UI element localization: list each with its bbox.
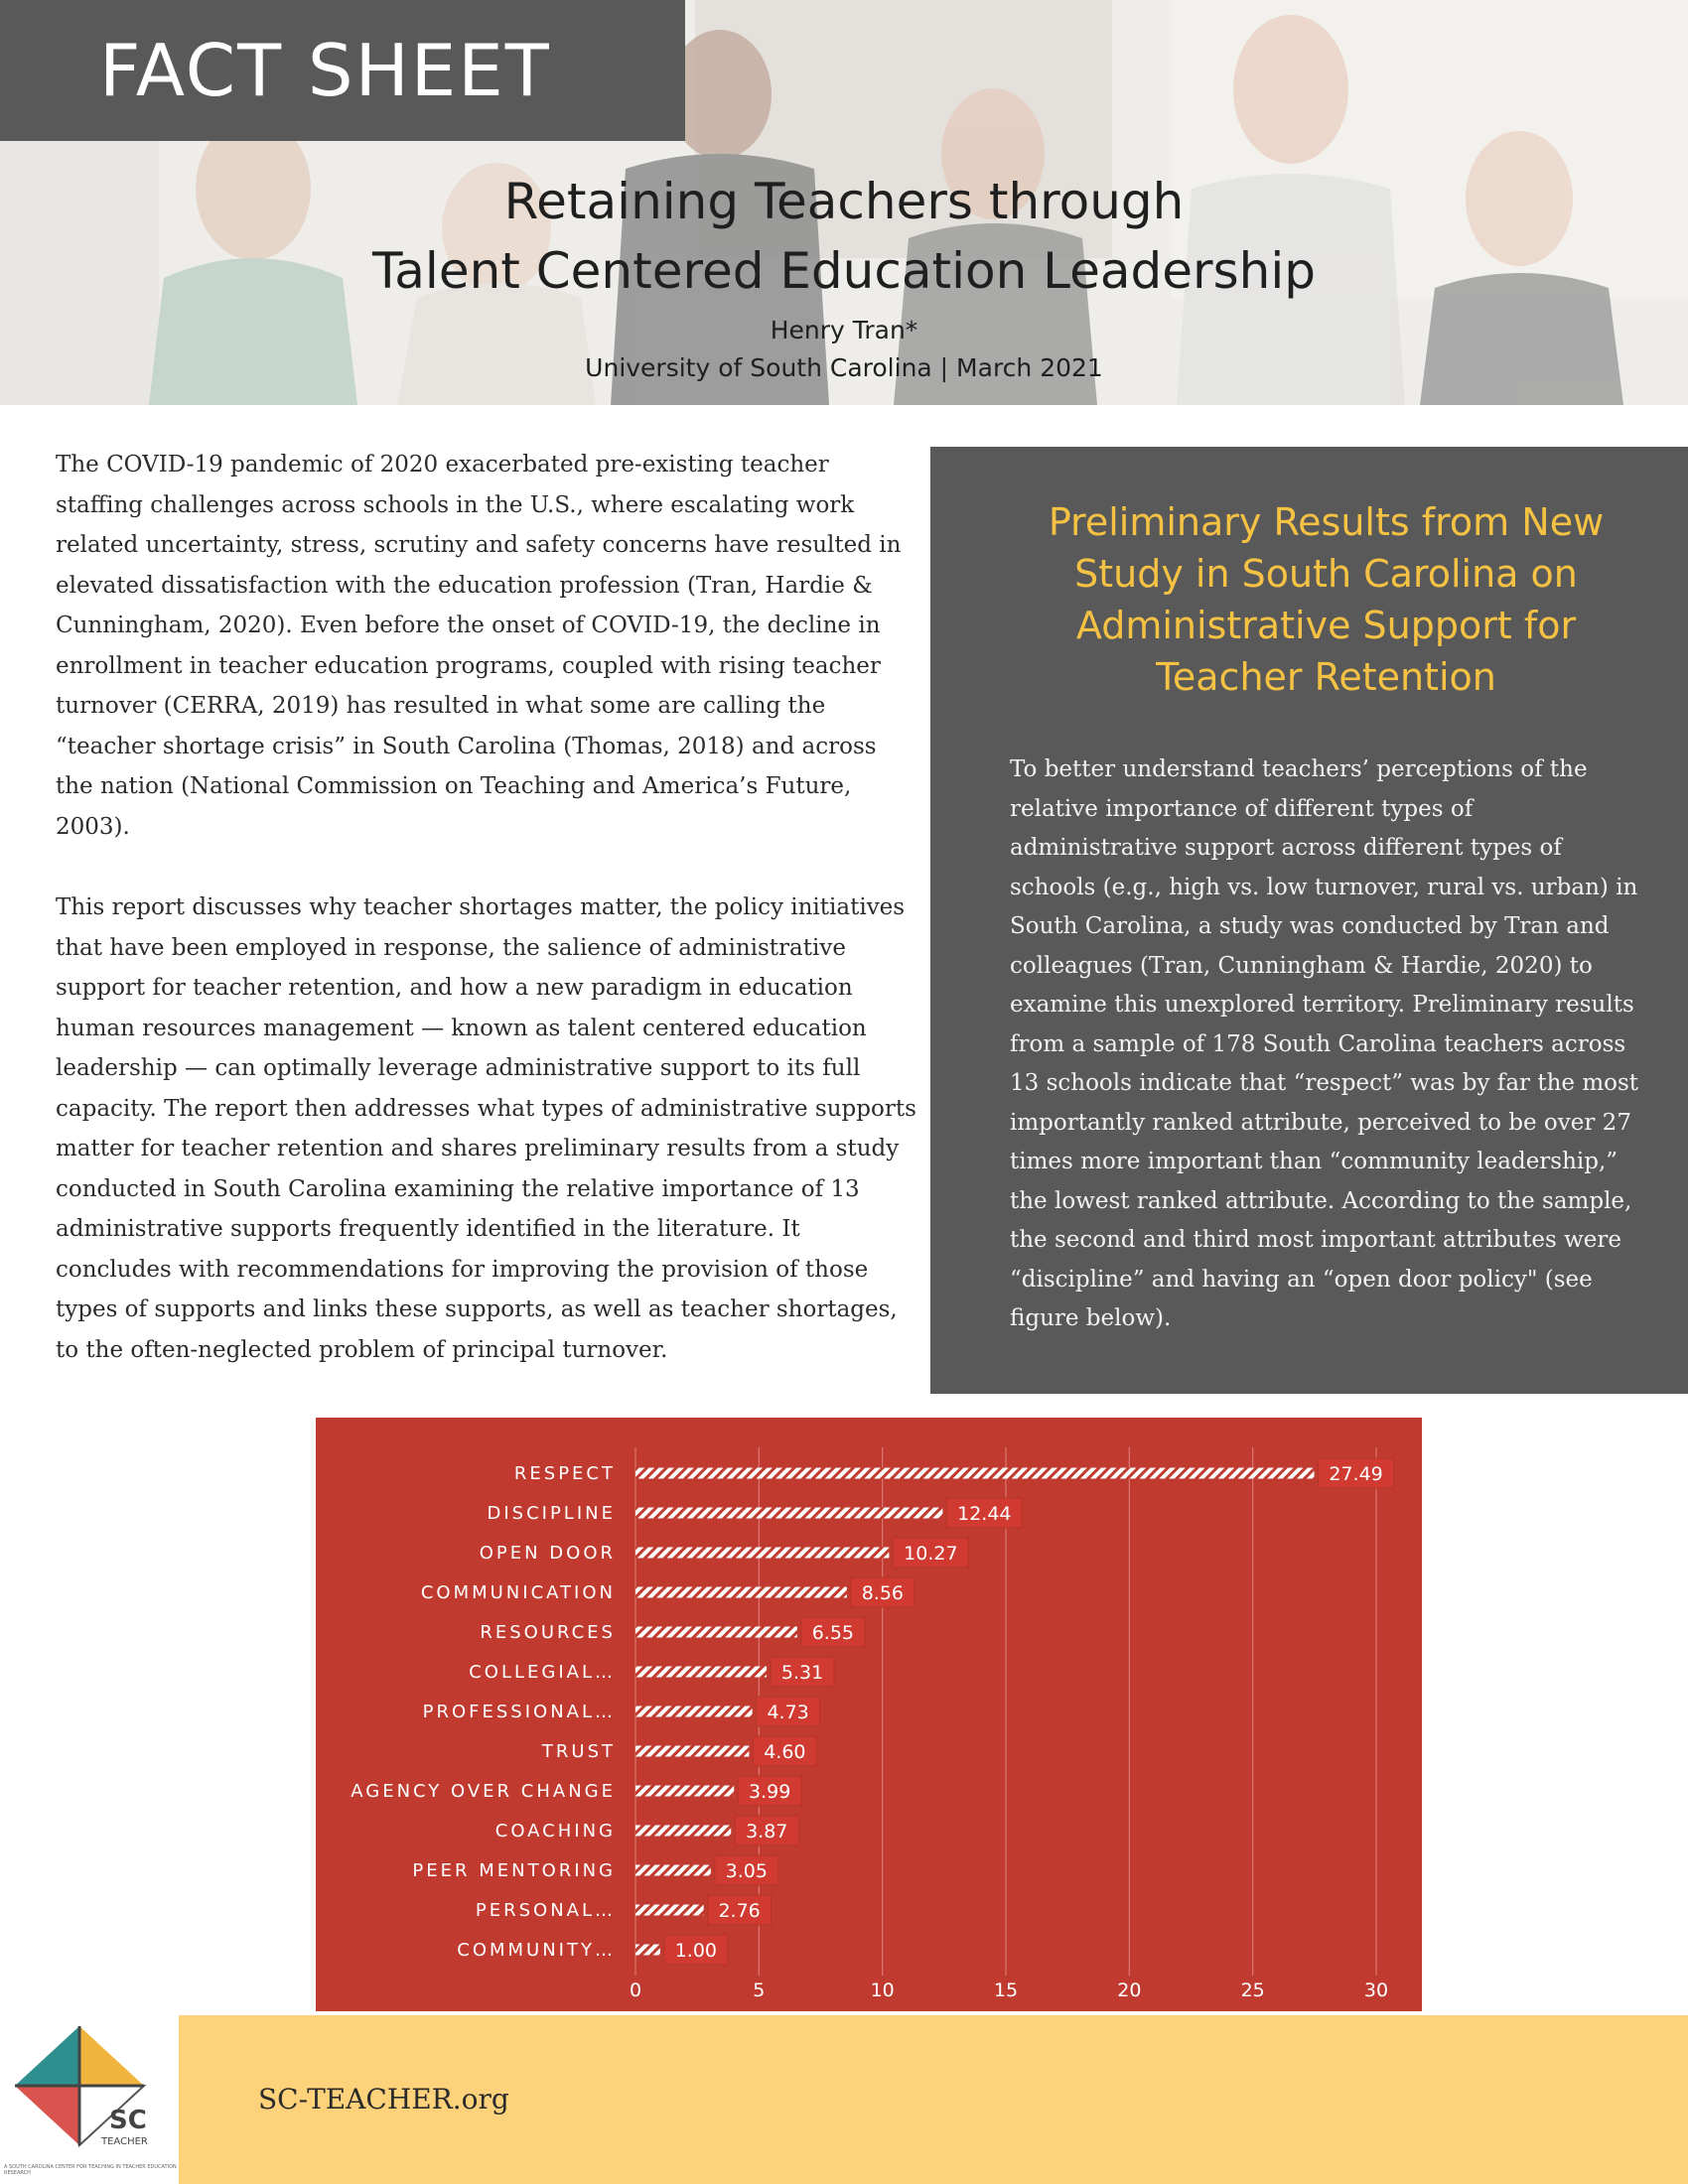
category-label: DISCIPLINE (487, 1503, 616, 1524)
category-label: RESPECT (513, 1463, 616, 1484)
footer-logo-area (0, 2015, 179, 2184)
value-label: 4.73 (767, 1702, 809, 1723)
x-tick-label: 0 (629, 1979, 642, 2001)
chart-x-tick-labels (630, 1979, 1388, 2001)
value-label: 2.76 (718, 1900, 761, 1922)
category-label: PROFESSIONAL… (422, 1702, 616, 1722)
chart-bar (635, 1587, 847, 1598)
report-author: Henry Tran* (770, 316, 918, 344)
chart-value-labels (664, 1458, 1394, 1965)
website-link[interactable]: SC-TEACHER.org (258, 2083, 509, 2116)
x-tick-label: 15 (993, 1979, 1019, 2001)
value-label: 3.87 (746, 1821, 788, 1843)
logo-caption: A SOUTH CAROLINA CENTER FOR TEACHING IN TEACHER EDUCATION RESEARCH (4, 2164, 177, 2176)
chart-bar (635, 1746, 749, 1757)
category-label: COMMUNICATION (420, 1582, 616, 1603)
x-tick-label: 25 (1240, 1979, 1265, 2001)
category-label: PEER MENTORING (412, 1860, 616, 1881)
chart-bar (635, 1508, 942, 1519)
chart-bar (635, 1865, 711, 1876)
chart-category-labels (351, 1463, 616, 1961)
chart-svg (316, 1418, 1422, 2011)
category-label: COMMUNITY… (457, 1940, 616, 1961)
chart-bar (635, 1468, 1315, 1479)
footer (0, 2015, 1688, 2184)
report-title-line-2: Talent Centered Education Leadership (372, 242, 1316, 300)
value-label: 10.27 (904, 1543, 958, 1565)
sidebar-heading-line-4: Teacher Retention (1156, 655, 1496, 699)
report-affiliation: University of South Carolina | March 2021 (585, 353, 1103, 382)
x-tick-label: 5 (753, 1979, 766, 2001)
x-tick-label: 20 (1117, 1979, 1142, 2001)
chart-bar (635, 1548, 889, 1559)
x-tick-label: 30 (1363, 1979, 1389, 2001)
report-title (0, 167, 1688, 306)
hero-banner (0, 0, 1688, 405)
x-tick-label: 10 (870, 1979, 895, 2001)
report-title-line-1: Retaining Teachers through (503, 173, 1185, 230)
chart-bar (635, 1627, 797, 1638)
value-label: 8.56 (861, 1582, 905, 1604)
value-label: 4.60 (764, 1741, 806, 1763)
category-label: RESOURCES (480, 1622, 616, 1643)
value-label: 3.05 (725, 1860, 768, 1882)
intro-paragraph-2: This report discusses why teacher shortages matter, the policy initiatives that have been employed in response, the salience of administrative support for teacher retention, and how a new paradigm in education human resources management — known as talent centered education leadership — can optimally leverage administrative support to its full capacity. The report then addresses what types of administrative supports matter for teacher retention and shares preliminary results from a study conducted in South Carolina examining the relative importance of 13 administrative supports frequently identified in the literature. It concludes with recommendations for improving the provision of those types of supports and links these supports, as well as teacher shortages, to the often-neglected problem of principal turnover. (56, 894, 916, 1363)
category-label: OPEN DOOR (479, 1543, 616, 1564)
chart-bar (635, 1706, 753, 1717)
sidebar-heading-line-1: Preliminary Results from New (1048, 500, 1605, 544)
chart-bar (635, 1667, 767, 1678)
sidebar-heading-line-2: Study in South Carolina on (1074, 552, 1578, 596)
value-label: 27.49 (1329, 1463, 1383, 1485)
intro-column (56, 445, 919, 1411)
value-label: 5.31 (780, 1662, 824, 1684)
administrative-support-chart (316, 1418, 1422, 2011)
logo-teacher-text: TEACHER (101, 2136, 148, 2147)
chart-bar (635, 1945, 660, 1956)
intro-paragraph-1: The COVID-19 pandemic of 2020 exacerbated pre-existing teacher staffing challenges across schools in the U.S., where escalating work related uncertainty, stress, scrutiny and safety concerns have resulted in elevated dissatisfaction with the education profession (Tran, Hardie & Cunningham, 2020). Even before the onset of COVID-19, the decline in enrollment in teacher education programs, coupled with rising teacher turnover (CERRA, 2019) has resulted in what some are calling the “teacher shortage crisis” in South Carolina (Thomas, 2018) and across the nation (National Commission on Teaching and America’s Future, 2003). (56, 452, 902, 840)
category-label: COACHING (494, 1821, 616, 1842)
category-label: TRUST (541, 1741, 616, 1762)
chart-bar (635, 1905, 704, 1916)
value-label: 1.00 (674, 1940, 718, 1962)
sidebar-heading-line-3: Administrative Support for (1075, 604, 1577, 647)
value-label: 3.99 (749, 1781, 791, 1803)
value-label: 6.55 (811, 1622, 855, 1644)
logo-sc-text: SC (109, 2106, 147, 2135)
sc-teacher-logo (10, 2021, 159, 2160)
sidebar-body: To better understand teachers’ perceptions of the relative importance of different types of administrative support across different types of schools (e.g., high vs. low turnover, rural vs. urban) in South Carolina, a study was conducted by Tran and colleagues (Tran, Cunningham & Hardie, 2020) to examine this unexplored territory. Preliminary results from a sample of 178 South Carolina teachers across 13 schools indicate that “respect” was by far the most importantly ranked attribute, perceived to be over 27 times more important than “community leadership,” the lowest ranked attribute. According to the sample, the second and third most important attributes were “discipline” and having an “open door policy" (see figure below). (1010, 756, 1639, 1331)
value-label: 12.44 (957, 1503, 1012, 1525)
sidebar-heading (1010, 496, 1642, 703)
category-label: COLLEGIAL… (469, 1662, 616, 1683)
results-sidebar (930, 447, 1688, 1394)
category-label: AGENCY OVER CHANGE (351, 1781, 616, 1802)
fact-sheet-label: FACT SHEET (0, 0, 685, 141)
chart-bar (635, 1786, 734, 1797)
chart-bar (635, 1826, 731, 1837)
category-label: PERSONAL… (475, 1900, 616, 1921)
